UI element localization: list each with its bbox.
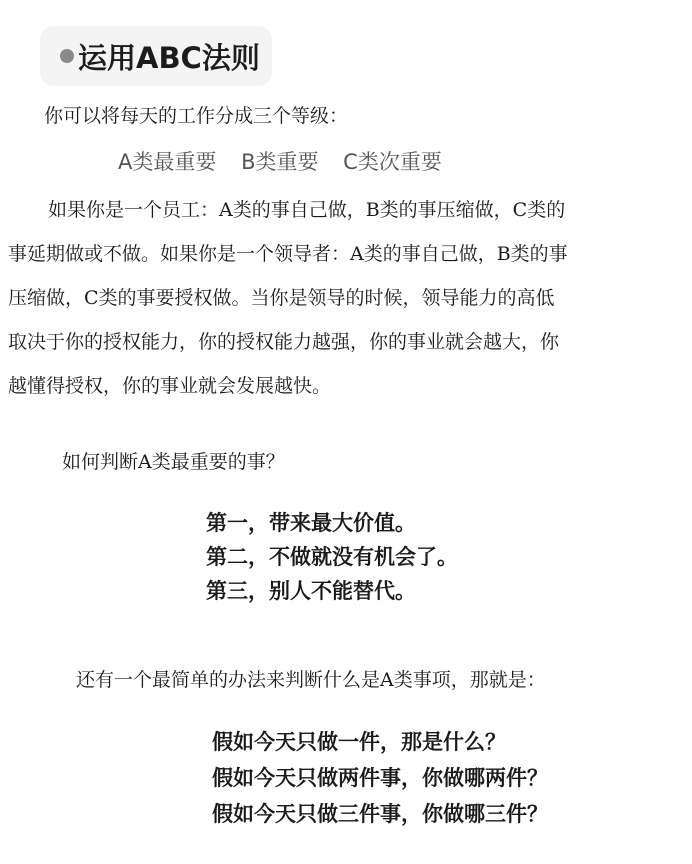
- test-questions-list: [212, 724, 548, 832]
- paragraph-line: 越懂得授权，你的事业就会发展越快。: [8, 375, 332, 397]
- paragraph-line: 取决于你的授权能力，你的授权能力越强，你的事业就会越大，你: [8, 331, 560, 353]
- paragraph-line: 如果你是一个员工：A类的事自己做，B类的事压缩做，C类的: [48, 199, 566, 221]
- priority-levels: [118, 146, 460, 176]
- bullet-dot-icon: [60, 49, 74, 63]
- intro-text: 你可以将每天的工作分成三个等级：: [44, 105, 349, 127]
- test-question: 假如今天只做三件事，你做哪三件？: [212, 802, 548, 826]
- criteria-item: 第一，带来最大价值。: [206, 511, 416, 535]
- test-question: 假如今天只做一件，那是什么？: [212, 730, 506, 754]
- level-b: B类重要: [241, 150, 319, 174]
- criteria-item: 第二，不做就没有机会了。: [206, 545, 458, 569]
- criteria-item: 第三，别人不能替代。: [206, 579, 416, 603]
- body-paragraph: [8, 188, 668, 408]
- question-text: 如何判断A类最重要的事？: [62, 451, 285, 473]
- test-question: 假如今天只做两件事，你做哪两件？: [212, 766, 548, 790]
- section-title: 运用ABC法则: [78, 40, 260, 75]
- paragraph-line: 压缩做，C类的事要授权做。当你是领导的时候，领导能力的高低: [8, 287, 555, 309]
- criteria-list: [206, 506, 458, 608]
- level-c: C类次重要: [343, 150, 442, 174]
- section-title-box: [40, 26, 272, 86]
- level-a: A类最重要: [118, 150, 217, 174]
- method-text: 还有一个最简单的办法来判断什么是A类事项，那就是：: [76, 669, 546, 691]
- paragraph-line: 事延期做或不做。如果你是一个领导者：A类的事自己做，B类的事: [8, 243, 568, 265]
